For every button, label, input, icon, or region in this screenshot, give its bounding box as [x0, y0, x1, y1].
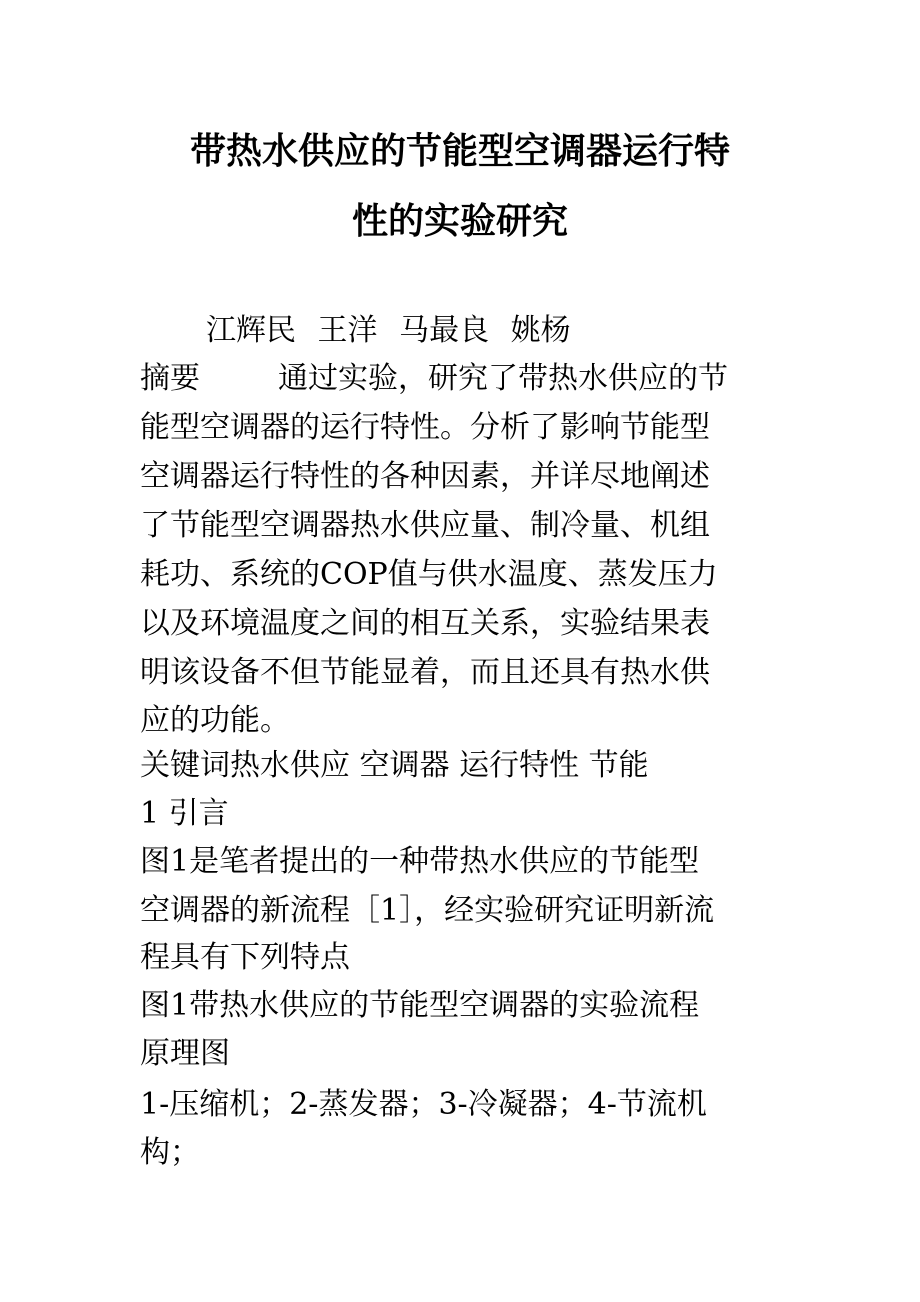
- title-line-2: 性的实验研究: [351, 200, 568, 242]
- abstract-line: 以及环境温度之间的相互关系，实验结果表: [140, 606, 710, 641]
- author-name: 江辉民: [206, 313, 296, 348]
- abstract-text: 通过实验，研究了带热水供应的节: [278, 361, 728, 396]
- figure-legend-line: 构；: [140, 1135, 200, 1170]
- section-heading: 1 引言: [140, 796, 229, 831]
- abstract-line: 空调器运行特性的各种因素，并详尽地阐述: [140, 459, 710, 494]
- paragraph-line: 程具有下列特点: [140, 940, 350, 975]
- abstract-line: [140, 355, 785, 403]
- abstract-line: 能型空调器的运行特性。分析了影响节能型: [140, 410, 710, 445]
- figure-legend-line: 1-压缩机；2-蒸发器；3-冷凝器；4-节流机: [140, 1087, 707, 1122]
- abstract-line: 耗功、系统的COP值与供水温度、蒸发压力: [140, 557, 718, 592]
- author-name: 王洋: [317, 313, 378, 348]
- author-list: [206, 307, 583, 355]
- abstract-line: 了节能型空调器热水供应量、制冷量、机组: [140, 508, 710, 543]
- title-line-1: 带热水供应的节能型空调器运行特: [189, 130, 730, 172]
- abstract-line: 应的功能。: [140, 703, 290, 738]
- figure-caption-line: 原理图: [140, 1036, 230, 1071]
- abstract-line: 明该设备不但节能显着，而且还具有热水供: [140, 655, 710, 690]
- figure-caption-line: 图1带热水供应的节能型空调器的实验流程: [140, 988, 700, 1023]
- paragraph-line: 空调器的新流程［1］，经实验研究证明新流: [140, 893, 715, 928]
- paragraph-line: 图1是笔者提出的一种带热水供应的节能型: [140, 844, 700, 879]
- author-name: 姚杨: [510, 313, 571, 348]
- keywords-line: 关键词热水供应 空调器 运行特性 节能: [140, 748, 649, 783]
- author-name: 马最良: [399, 313, 490, 348]
- abstract-label: 摘要: [140, 361, 200, 396]
